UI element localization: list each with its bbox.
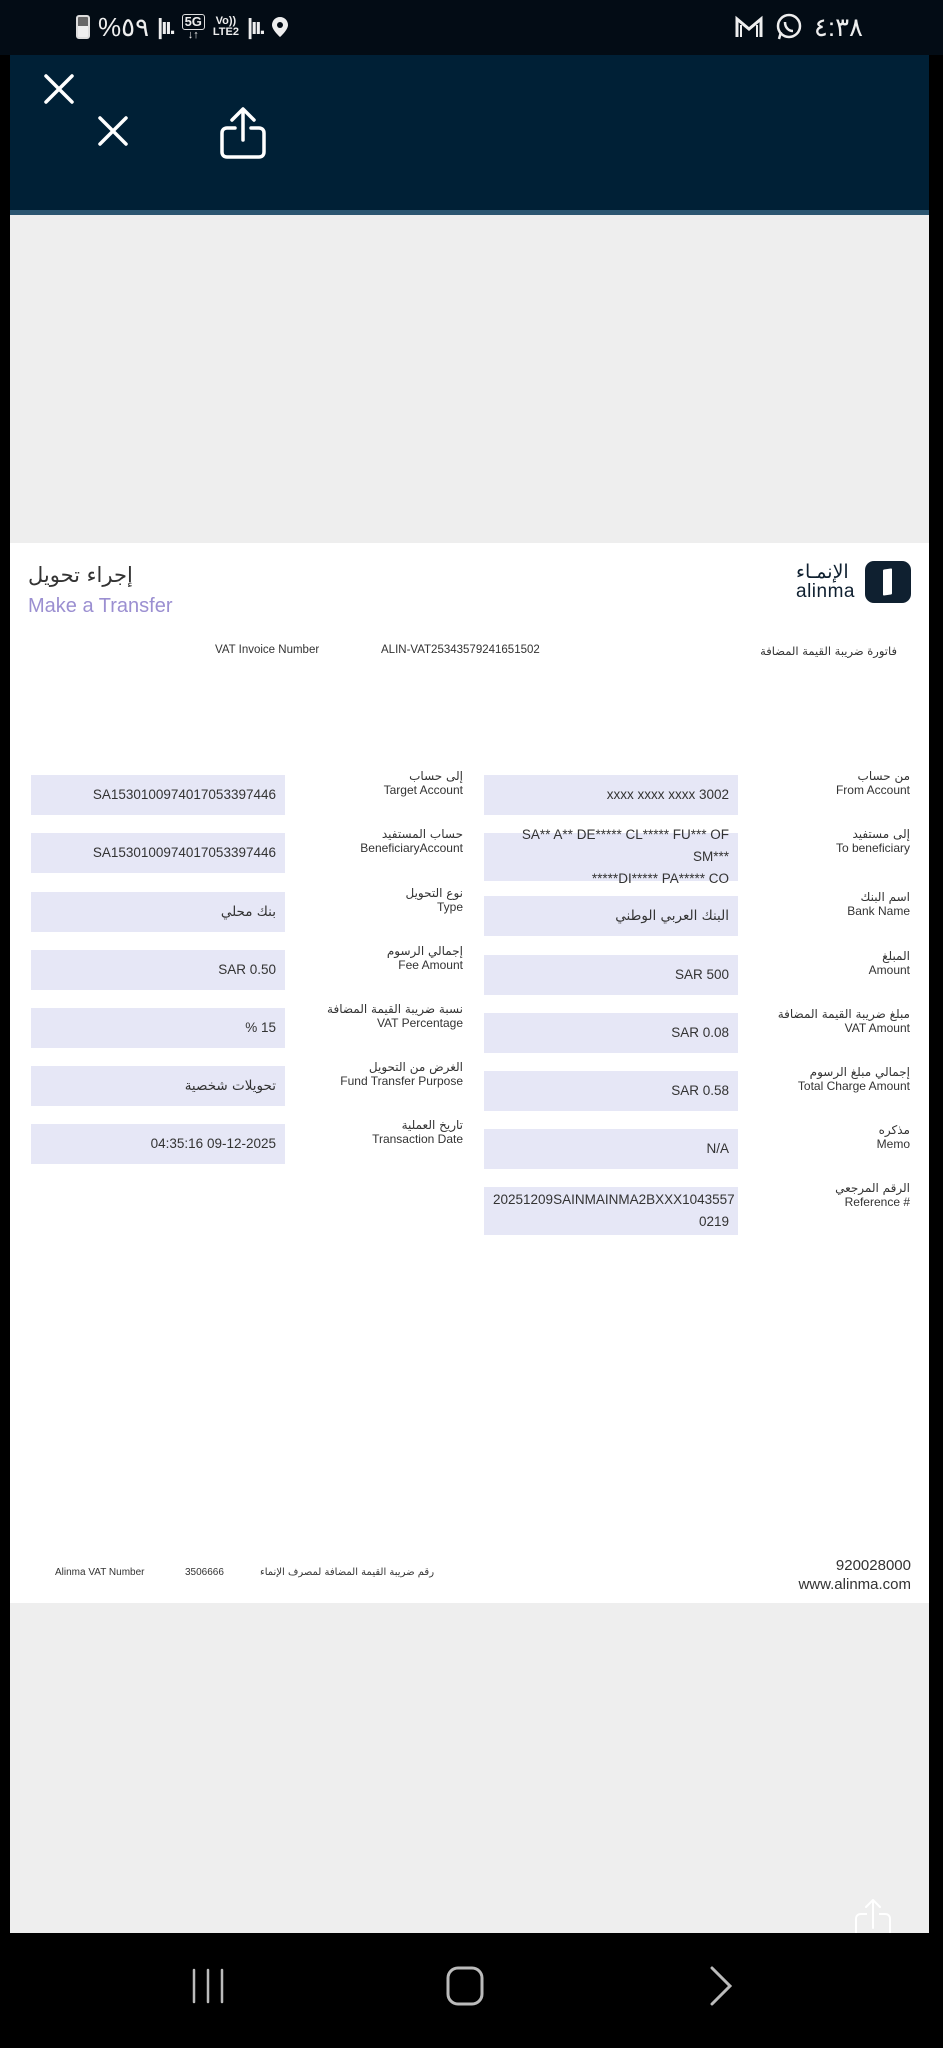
- signal-icon: |ıı.: [157, 14, 174, 39]
- field-value: SAR 0.50: [31, 950, 285, 990]
- field-label: [869, 949, 910, 977]
- alinma-logo-icon: [865, 561, 911, 603]
- field-label: [836, 769, 910, 797]
- field-label-ar: إلى مستفيد: [852, 827, 910, 841]
- field-label-en: Total Charge Amount: [797, 1079, 910, 1093]
- field-value-line2: 0219: [698, 1214, 729, 1229]
- volte-icon: [213, 16, 239, 38]
- website-link[interactable]: www.alinma.com: [798, 1576, 911, 1593]
- field-label-en: Target Account: [383, 783, 463, 797]
- field-value-line2: *****DI***** PA***** CO: [591, 871, 729, 886]
- 5g-icon: [182, 14, 205, 41]
- field-label-en: Fee Amount: [398, 958, 463, 972]
- field-label-ar: نوع التحويل: [405, 886, 463, 900]
- field-label: [778, 1007, 910, 1035]
- field-value: SAR 0.08: [484, 1013, 738, 1053]
- status-bar-left: [76, 12, 289, 42]
- field-value-line1: SA** A** DE***** CL***** FU*** OF SM***: [521, 827, 729, 864]
- alinma-vat-label: Alinma VAT Number: [55, 1567, 145, 1578]
- vat-invoice-row: [10, 644, 929, 664]
- field-label: [798, 1065, 910, 1093]
- field-label-ar: اسم البنك: [860, 890, 910, 904]
- signal-icon-2: |ıı.: [246, 14, 264, 39]
- data-arrows-icon: ↓↑: [187, 28, 199, 41]
- field-value: SAR 500: [484, 955, 738, 995]
- page-title-ar: إجراء تحويل: [28, 563, 133, 587]
- alinma-vat-number: 3506666: [185, 1567, 224, 1578]
- logo-text-en: alinma: [796, 581, 855, 602]
- field-label-ar: إجمالي الرسوم: [386, 944, 463, 958]
- field-label-ar: الرقم المرجعي: [835, 1181, 910, 1195]
- vat-invoice-label: VAT Invoice Number: [215, 644, 320, 656]
- alinma-logo: [796, 561, 911, 603]
- field-value: N/A: [484, 1129, 738, 1169]
- field-label-ar: نسبة ضريبة القيمة المضافة: [327, 1002, 463, 1016]
- close-viewer-button[interactable]: [96, 114, 130, 148]
- field-label-ar: الغرض من التحويل: [368, 1060, 463, 1074]
- status-bar-right: [734, 12, 863, 42]
- field-label-ar: المبلغ: [882, 949, 910, 963]
- vat-invoice-label-ar: فاتورة ضريبة القيمة المضافة: [760, 644, 897, 658]
- field-value: بنك محلي: [31, 892, 285, 932]
- gmail-icon: [734, 15, 764, 39]
- field-reference: [10, 1181, 929, 1229]
- status-bar: [0, 0, 943, 55]
- field-label-ar: إلى حساب: [409, 769, 463, 783]
- alinma-vat-label-ar: رقم ضريبة القيمة المضافة لمصرف الإنماء: [260, 1567, 435, 1578]
- logo-text-ar: الإنمـاء: [796, 561, 849, 583]
- field-label-en: Fund Transfer Purpose: [340, 1074, 463, 1088]
- field-label-en: Transaction Date: [372, 1132, 463, 1146]
- field-value: SA1530100974017053397446: [31, 775, 285, 815]
- field-label: [836, 827, 910, 855]
- field-value-line1: 20251209SAINMAINMA2BXXX1043557: [493, 1192, 735, 1207]
- logo-text: [796, 563, 855, 601]
- vat-invoice-number: ALIN-VAT25343579241651502: [381, 644, 540, 656]
- field-label-ar: من حساب: [857, 769, 910, 783]
- transfer-receipt: [10, 543, 929, 1603]
- field-value: SA1530100974017053397446: [31, 833, 285, 873]
- field-value: SAR 0.58: [484, 1071, 738, 1111]
- clock: ٤:٣٨: [813, 11, 863, 42]
- field-label-en: Bank Name: [847, 904, 910, 918]
- field-label-en: Reference #: [844, 1195, 910, 1209]
- field-value: xxxx xxxx xxxx 3002: [484, 775, 738, 815]
- 5g-label: 5G: [182, 14, 205, 30]
- field-to-beneficiary: [10, 827, 929, 886]
- field-label-en: Memo: [876, 1137, 910, 1151]
- field-value: % 15: [31, 1008, 285, 1048]
- field-value: [484, 827, 738, 886]
- field-value: [484, 1187, 738, 1235]
- whatsapp-icon: [774, 12, 804, 42]
- back-button[interactable]: [708, 1966, 736, 2006]
- location-icon: [271, 16, 289, 38]
- field-label-ar: إجمالي مبلغ الرسوم: [809, 1065, 910, 1079]
- field-label-ar: مبلغ ضريبة القيمة المضافة: [777, 1007, 910, 1021]
- field-label-ar: حساب المستفيد: [381, 827, 463, 841]
- battery-icon: [76, 15, 90, 39]
- page-title: Make a Transfer: [28, 595, 173, 617]
- field-value: البنك العربي الوطني: [484, 896, 738, 936]
- field-label-en: To beneficiary: [835, 841, 910, 855]
- field-from-account: [10, 769, 929, 815]
- field-value: تحويلات شخصية: [31, 1066, 285, 1106]
- field-label-ar: تاريخ العملية: [401, 1118, 463, 1132]
- contact-footer: [798, 1556, 911, 1594]
- field-label-en: VAT Amount: [844, 1021, 910, 1035]
- field-label-ar: مذكره: [878, 1123, 910, 1137]
- volte-label: Vo)): [215, 15, 237, 27]
- field-label-en: Type: [436, 900, 463, 914]
- recent-apps-button[interactable]: [190, 1968, 226, 2004]
- phone-number: 920028000: [835, 1557, 911, 1574]
- lte-label: LTE2: [212, 26, 239, 38]
- field-label-en: VAT Percentage: [376, 1016, 463, 1030]
- field-value: 04:35:16 09-12-2025: [31, 1124, 285, 1164]
- field-label-en: From Account: [835, 783, 910, 797]
- field-label: [877, 1123, 910, 1151]
- viewer-toolbar: [10, 55, 929, 210]
- share-button[interactable]: [218, 106, 268, 160]
- field-label-en: BeneficiaryAccount: [360, 841, 463, 855]
- close-icon[interactable]: [42, 72, 76, 106]
- field-label: [835, 1181, 910, 1209]
- home-button[interactable]: [446, 1966, 484, 2006]
- field-label-en: Amount: [868, 963, 910, 977]
- field-label: [847, 890, 910, 918]
- battery-percentage: %٥٩: [98, 11, 150, 42]
